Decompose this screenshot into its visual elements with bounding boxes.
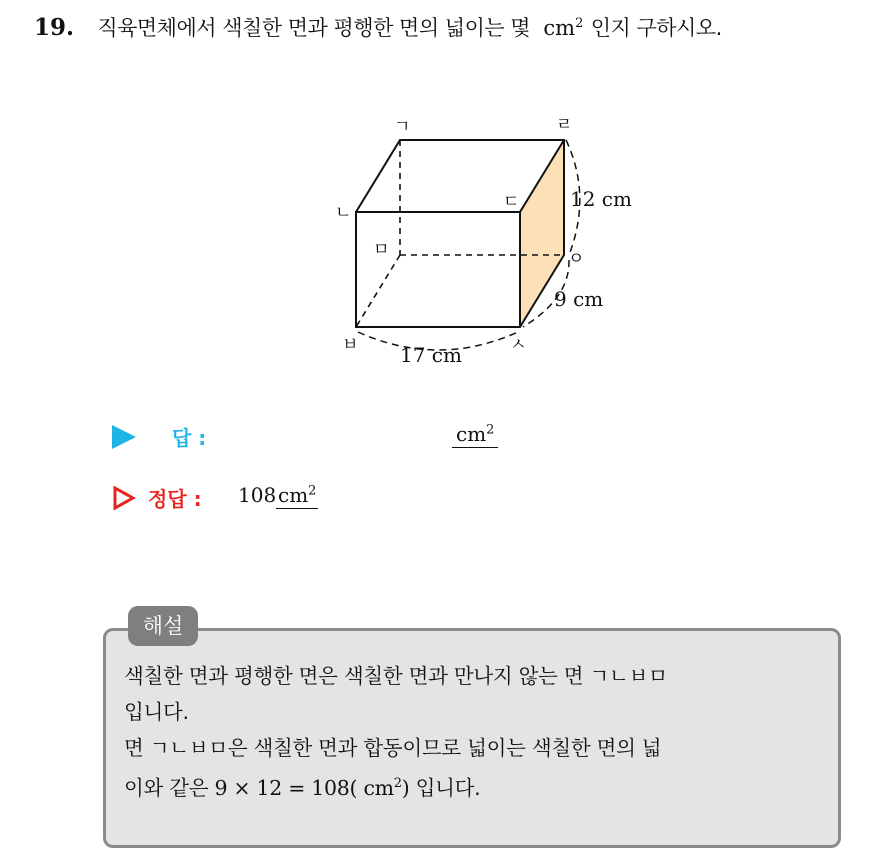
vertex-label-s: ㅅ	[510, 335, 527, 355]
depth-label: 9 cm	[554, 287, 604, 311]
question-unit: $cm^2$	[543, 16, 584, 40]
vertex-label-r: ㄹ	[556, 115, 573, 135]
shaded-face	[300, 100, 562, 212]
explanation-line-4-pre: 이와 같은	[124, 775, 209, 800]
height-label: 12 cm	[570, 187, 632, 211]
correct-answer-value: 108	[238, 483, 277, 507]
correct-answer-unit: $cm^2$	[278, 483, 317, 507]
explanation-line-2: 입니다.	[124, 700, 189, 724]
explanation-line-1: 색칠한 면과 평행한 면은 색칠한 면과 만나지 않는 면 ㄱㄴㅂㅁ	[124, 664, 668, 688]
outline-play-icon	[112, 486, 136, 510]
answer-label: 답 :	[172, 426, 207, 450]
explanation-line-4-post: 입니다.	[415, 775, 481, 800]
cuboid-diagram	[300, 100, 660, 380]
explanation-text	[124, 658, 834, 806]
question	[34, 12, 874, 42]
vertex-label-b: ㅂ	[342, 335, 359, 355]
explanation-line-4	[124, 766, 834, 806]
answer-input[interactable]: $cm^2$	[452, 422, 498, 448]
vertex-label-d: ㄷ	[503, 192, 520, 212]
explanation-formula: 9 × 12 = 108( $cm^2$)	[214, 775, 410, 800]
width-label: 17 cm	[400, 343, 462, 367]
explanation-tab: 해설	[128, 606, 198, 646]
explanation-line-3: 면 ㄱㄴㅂㅁ은 색칠한 면과 합동이므로 넓이는 색칠한 면의 넓	[124, 736, 662, 760]
correct-answer-label: 정답 :	[148, 487, 202, 511]
answer-row	[110, 420, 530, 456]
question-text: 직육면체에서 색칠한 면과 평행한 면의 넓이는 몇	[97, 16, 531, 40]
question-number: 19.	[34, 14, 75, 41]
vertex-label-m: ㅁ	[373, 240, 390, 260]
vertex-label-n: ㄴ	[335, 203, 352, 223]
question-text-end: 인지 구하시오.	[590, 16, 722, 40]
cuboid-figure	[300, 100, 660, 380]
vertex-label-g: ㄱ	[394, 117, 411, 137]
vertex-label-o: ㅇ	[568, 249, 585, 269]
correct-answer-row	[110, 480, 530, 520]
play-icon	[112, 425, 136, 449]
